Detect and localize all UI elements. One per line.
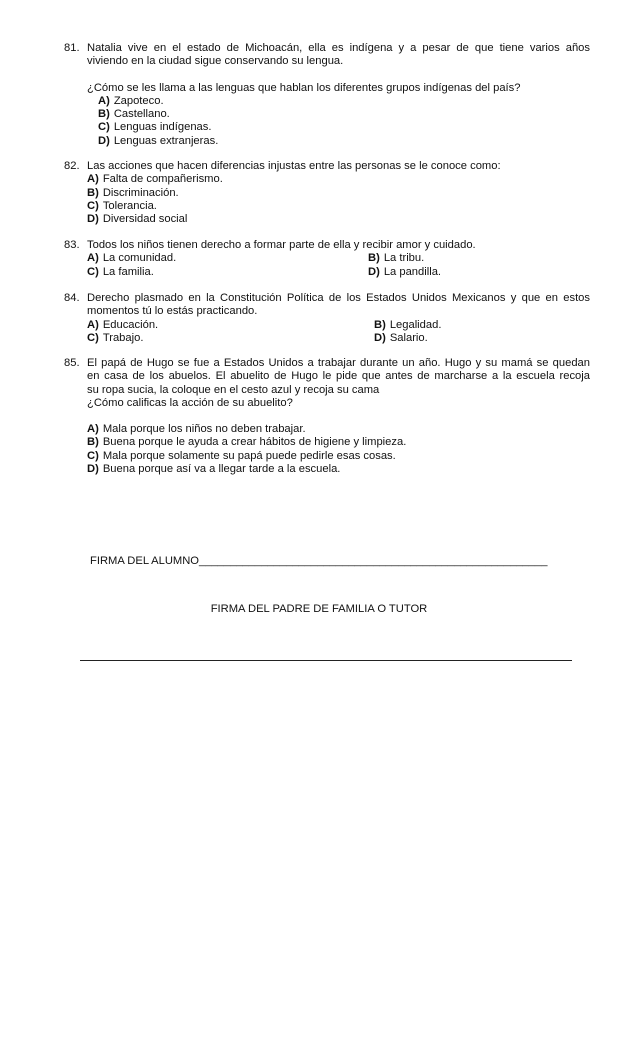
option-text: Mala porque los niños no deben trabajar. — [102, 423, 306, 436]
option-letter: D) — [374, 331, 386, 344]
option-a — [87, 319, 158, 331]
option-letter: B) — [87, 186, 99, 199]
option-letter: D) — [368, 265, 380, 278]
options-list — [87, 173, 590, 226]
question-83 — [64, 239, 590, 279]
option-b — [98, 108, 590, 121]
option-text: Trabajo. — [102, 331, 144, 344]
option-letter: C) — [87, 331, 99, 344]
option-text: Buena porque le ayuda a crear hábitos de higiene y limpieza. — [102, 436, 407, 449]
sub-question: ¿Cómo se les llama a las lenguas que hablan los diferentes grupos indígenas del país? — [87, 81, 521, 94]
option-text: Salario. — [389, 331, 428, 344]
option-text: La familia. — [102, 265, 154, 278]
option-text: Zapoteco. — [113, 94, 164, 107]
question-text-line: su ropa sucia, la coloque en el cesto azul y recoja su cama — [87, 383, 380, 396]
option-c — [87, 450, 590, 463]
option-letter: A) — [87, 173, 99, 186]
option-text: Lenguas indígenas. — [113, 121, 212, 134]
option-letter: B) — [368, 252, 380, 265]
parent-signature-label: FIRMA DEL PADRE DE FAMILIA O TUTOR — [210, 603, 428, 615]
option-a — [98, 95, 590, 108]
question-text-line: Natalia vive en el estado de Michoacán, ella es indígena y a pesar de que tiene varios años — [87, 42, 590, 54]
option-d — [368, 266, 441, 279]
question-84 — [64, 292, 590, 345]
option-b — [87, 187, 590, 200]
option-letter: C) — [98, 121, 110, 134]
question-81 — [64, 42, 590, 148]
option-c — [87, 200, 590, 213]
option-letter: B) — [98, 108, 110, 121]
option-c — [87, 266, 154, 278]
options-list — [87, 423, 590, 476]
question-text-line: en casa de los abuelos. El abuelito de Hugo le pide que antes de marcharse a la escuela recoja — [87, 370, 590, 383]
question-text: Las acciones que hacen diferencias injustas entre las personas se le conoce como: — [87, 160, 501, 172]
option-text: Buena porque así va a llegar tarde a la escuela. — [102, 463, 341, 476]
option-c — [87, 332, 143, 344]
question-82 — [64, 160, 590, 226]
student-signature-line: FIRMA DEL ALUMNO________________________________________________________ — [90, 555, 548, 567]
option-letter: C) — [87, 265, 99, 278]
option-text: La tribu. — [383, 252, 425, 265]
option-d — [374, 332, 428, 345]
question-text-line: El papá de Hugo se fue a Estados Unidos a trabajar durante un año. Hugo y su mamá se quedan — [87, 357, 590, 369]
options-row — [87, 332, 590, 345]
option-a — [87, 252, 176, 264]
option-letter: C) — [87, 199, 99, 212]
option-text: La comunidad. — [102, 252, 177, 265]
option-text: La pandilla. — [383, 265, 442, 278]
question-text-line: momentos tú lo estás practicando. — [87, 305, 258, 318]
options-row — [87, 252, 590, 265]
option-letter: D) — [87, 463, 99, 476]
question-85 — [64, 357, 590, 476]
question-number: 84. — [64, 292, 80, 304]
options-grid — [87, 252, 590, 279]
option-a — [87, 173, 590, 186]
option-letter: A) — [98, 94, 110, 107]
option-text: Discriminación. — [102, 186, 179, 199]
options-row — [87, 266, 590, 279]
option-text: Educación. — [102, 318, 159, 331]
question-text-line: viviendo en la ciudad sigue conservando su lengua. — [87, 55, 344, 68]
option-text: Tolerancia. — [102, 199, 157, 212]
option-letter: A) — [87, 252, 99, 265]
option-letter: C) — [87, 449, 99, 462]
question-text-line: Derecho plasmado en la Constitución Política de los Estados Unidos Mexicanos y que en estos — [87, 292, 590, 304]
option-letter: B) — [87, 436, 99, 449]
parent-signature-line — [80, 660, 572, 661]
options-row — [87, 319, 590, 332]
option-letter: A) — [87, 423, 99, 436]
question-number: 83. — [64, 239, 80, 251]
option-text: Legalidad. — [389, 318, 442, 331]
option-letter: D) — [98, 134, 110, 147]
options-list — [98, 95, 590, 148]
option-text: Mala porque solamente su papá puede pedirle esas cosas. — [102, 449, 396, 462]
option-text: Falta de compañerismo. — [102, 173, 223, 186]
option-c — [98, 121, 590, 134]
options-grid — [87, 319, 590, 346]
option-b — [374, 319, 441, 332]
option-text: Castellano. — [113, 108, 170, 121]
option-letter: A) — [87, 318, 99, 331]
option-letter: D) — [87, 213, 99, 226]
option-letter: B) — [374, 318, 386, 331]
option-a — [87, 423, 590, 436]
option-d — [87, 463, 590, 476]
option-text: Diversidad social — [102, 213, 188, 226]
question-text-line: ¿Cómo calificas la acción de su abuelito? — [87, 396, 293, 409]
option-d — [98, 135, 590, 148]
question-text: Todos los niños tienen derecho a formar parte de ella y recibir amor y cuidado. — [87, 239, 476, 251]
question-number: 81. — [64, 42, 80, 54]
question-number: 85. — [64, 357, 80, 369]
question-number: 82. — [64, 160, 80, 172]
option-b — [368, 252, 424, 265]
option-d — [87, 213, 590, 226]
option-b — [87, 436, 590, 449]
option-text: Lenguas extranjeras. — [113, 134, 219, 147]
